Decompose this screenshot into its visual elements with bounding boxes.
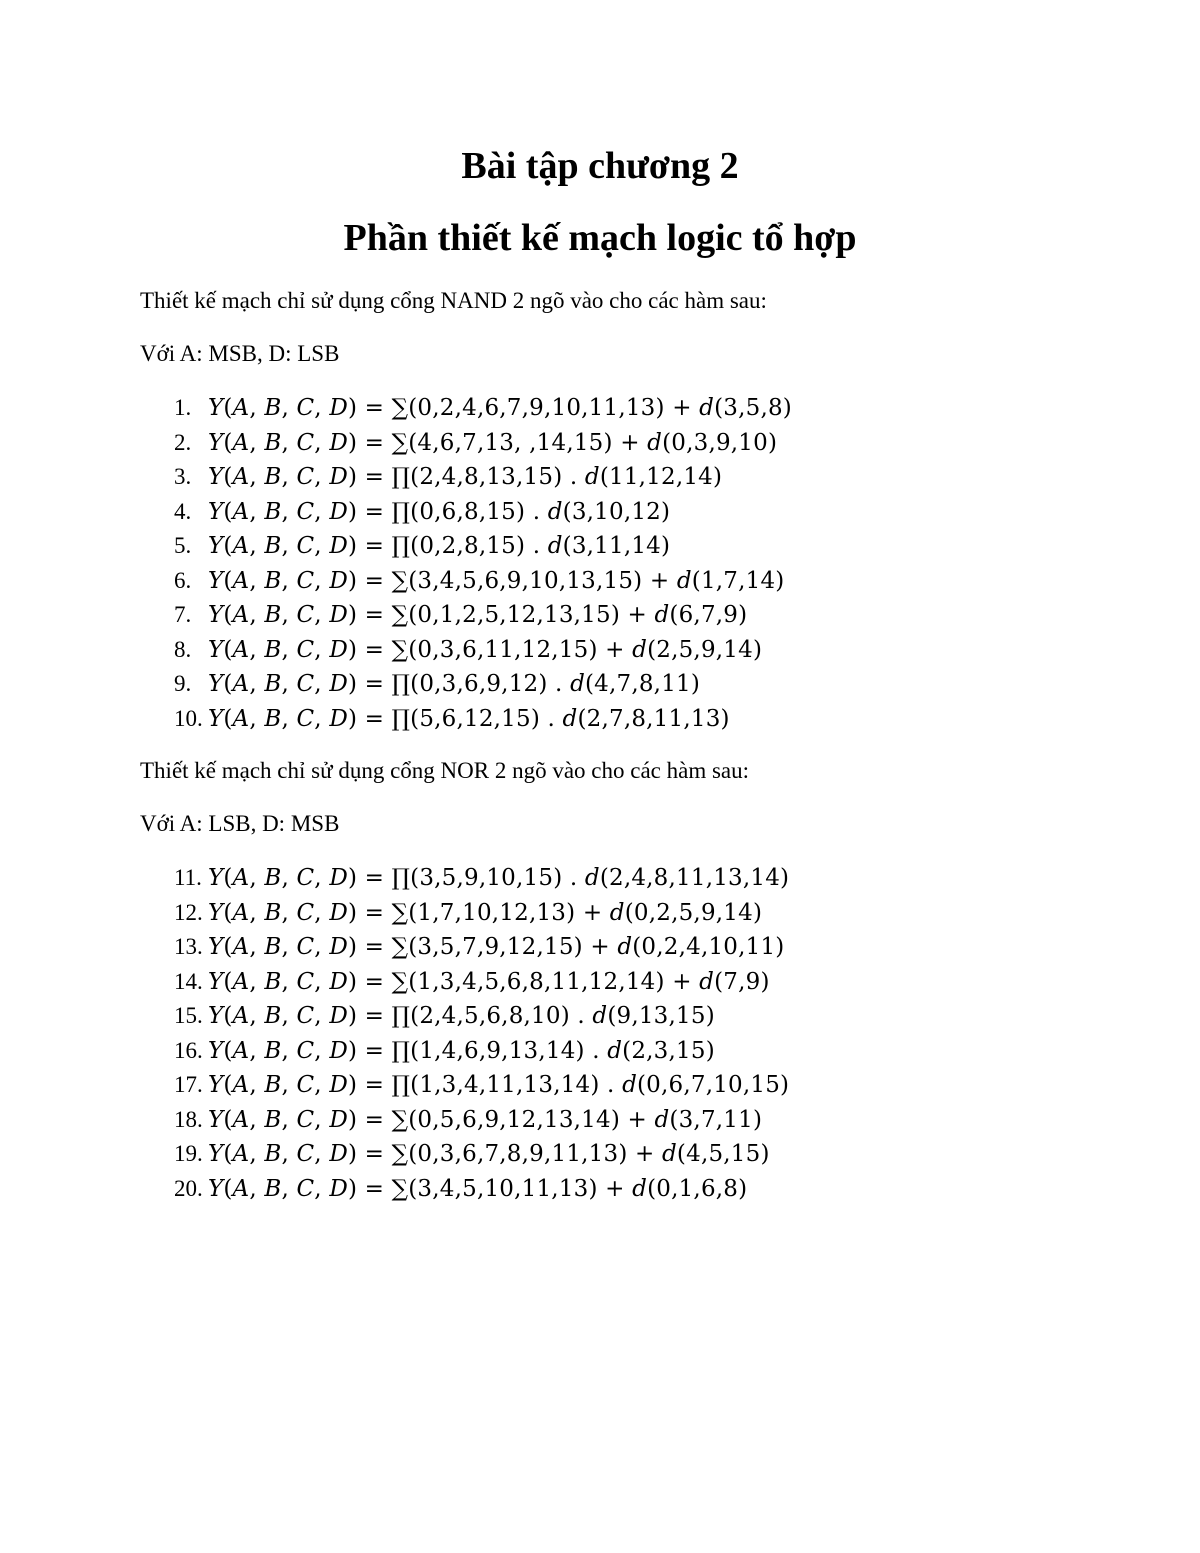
exercise-item [174, 1172, 789, 1207]
exercise-number: 16. [174, 1037, 203, 1063]
exercise-number: 12. [174, 899, 203, 925]
exercise-number: 6. [174, 567, 192, 593]
exercise-equation: 𝑌(𝐴, 𝐵, 𝐶, 𝐷) = ∑(0,5,6,9,12,13,14) + 𝑑(3,7,11) [208, 1106, 763, 1133]
exercise-equation: 𝑌(𝐴, 𝐵, 𝐶, 𝐷) = ∑(0,2,4,6,7,9,10,11,13) + 𝑑(3,5,8) [208, 395, 792, 421]
exercise-item [174, 529, 792, 564]
exercise-equation: 𝑌(𝐴, 𝐵, 𝐶, 𝐷) = ∏(1,3,4,11,13,14) . 𝑑(0,6,7,10,15) [208, 1072, 790, 1098]
nor-condition: Với A: LSB, D: MSB [140, 811, 340, 836]
exercise-number: 13. [174, 934, 203, 959]
nor-instruction: Thiết kế mạch chỉ sử dụng cổng NOR 2 ngõ vào cho các hàm sau: [140, 758, 750, 783]
exercise-equation: 𝑌(𝐴, 𝐵, 𝐶, 𝐷) = ∏(2,4,5,6,8,10) . 𝑑(9,13,15) [208, 1003, 715, 1029]
exercise-item [174, 495, 792, 530]
exercise-equation: 𝑌(𝐴, 𝐵, 𝐶, 𝐷) = ∑(1,7,10,12,13) + 𝑑(0,2,5,9,14) [208, 899, 763, 926]
exercise-number: 19. [174, 1141, 203, 1166]
exercise-item [174, 667, 792, 702]
exercise-item [174, 1103, 789, 1138]
exercise-equation: 𝑌(𝐴, 𝐵, 𝐶, 𝐷) = ∑(3,5,7,9,12,15) + 𝑑(0,2,4,10,11) [208, 934, 785, 960]
exercise-item [174, 965, 789, 1000]
exercise-number: 14. [174, 968, 203, 994]
exercise-number: 7. [174, 602, 192, 627]
exercise-equation: 𝑌(𝐴, 𝐵, 𝐶, 𝐷) = ∏(0,6,8,15) . 𝑑(3,10,12) [208, 498, 671, 525]
exercise-item [174, 896, 789, 931]
exercise-item [174, 391, 792, 426]
exercise-number: 20. [174, 1175, 203, 1201]
exercise-number: 17. [174, 1072, 203, 1097]
exercise-item [174, 1068, 789, 1103]
exercise-number: 9. [174, 671, 192, 696]
exercise-number: 10. [174, 705, 203, 731]
exercise-number: 5. [174, 533, 192, 558]
exercise-item [174, 1034, 789, 1069]
exercise-item [174, 702, 792, 737]
exercise-number: 15. [174, 1003, 203, 1028]
nand-exercise-list [174, 391, 792, 736]
exercise-equation: 𝑌(𝐴, 𝐵, 𝐶, 𝐷) = ∏(0,3,6,9,12) . 𝑑(4,7,8,11) [208, 671, 701, 697]
exercise-equation: 𝑌(𝐴, 𝐵, 𝐶, 𝐷) = ∑(3,4,5,6,9,10,13,15) + 𝑑(1,7,14) [208, 567, 785, 594]
page-subtitle: Phần thiết kế mạch logic tổ hợp [343, 217, 857, 259]
exercise-item [174, 861, 789, 896]
exercise-number: 18. [174, 1106, 203, 1132]
exercise-item [174, 426, 792, 461]
nand-condition: Với A: MSB, D: LSB [140, 341, 340, 366]
exercise-number: 8. [174, 636, 192, 662]
exercise-item [174, 1137, 789, 1172]
exercise-item [174, 564, 792, 599]
exercise-item [174, 633, 792, 668]
exercise-equation: 𝑌(𝐴, 𝐵, 𝐶, 𝐷) = ∑(0,3,6,7,8,9,11,13) + 𝑑(4,5,15) [208, 1141, 770, 1167]
exercise-item [174, 930, 789, 965]
exercise-equation: 𝑌(𝐴, 𝐵, 𝐶, 𝐷) = ∏(2,4,8,13,15) . 𝑑(11,12,14) [208, 464, 723, 490]
exercise-equation: 𝑌(𝐴, 𝐵, 𝐶, 𝐷) = ∑(3,4,5,10,11,13) + 𝑑(0,1,6,8) [208, 1175, 748, 1202]
exercise-equation: 𝑌(𝐴, 𝐵, 𝐶, 𝐷) = ∑(1,3,4,5,6,8,11,12,14) + 𝑑(7,9) [208, 968, 770, 995]
exercise-number: 2. [174, 429, 192, 455]
exercise-item [174, 460, 792, 495]
exercise-equation: 𝑌(𝐴, 𝐵, 𝐶, 𝐷) = ∑(4,6,7,13, ,14,15) + 𝑑(0,3,9,10) [208, 429, 778, 456]
exercise-number: 4. [174, 498, 192, 524]
exercise-number: 1. [174, 395, 192, 420]
page-title: Bài tập chương 2 [461, 145, 739, 187]
exercise-number: 11. [174, 865, 202, 890]
exercise-item [174, 999, 789, 1034]
exercise-equation: 𝑌(𝐴, 𝐵, 𝐶, 𝐷) = ∏(3,5,9,10,15) . 𝑑(2,4,8,11,13,14) [208, 865, 790, 891]
nand-instruction: Thiết kế mạch chỉ sử dụng cổng NAND 2 ngõ vào cho các hàm sau: [140, 288, 767, 313]
exercise-equation: 𝑌(𝐴, 𝐵, 𝐶, 𝐷) = ∑(0,3,6,11,12,15) + 𝑑(2,5,9,14) [208, 636, 763, 663]
nor-exercise-list [174, 861, 789, 1206]
exercise-equation: 𝑌(𝐴, 𝐵, 𝐶, 𝐷) = ∏(5,6,12,15) . 𝑑(2,7,8,11,13) [208, 705, 730, 732]
exercise-equation: 𝑌(𝐴, 𝐵, 𝐶, 𝐷) = ∏(0,2,8,15) . 𝑑(3,11,14) [208, 533, 671, 559]
exercise-item [174, 598, 792, 633]
exercise-number: 3. [174, 464, 192, 489]
exercise-equation: 𝑌(𝐴, 𝐵, 𝐶, 𝐷) = ∏(1,4,6,9,13,14) . 𝑑(2,3,15) [208, 1037, 715, 1064]
exercise-equation: 𝑌(𝐴, 𝐵, 𝐶, 𝐷) = ∑(0,1,2,5,12,13,15) + 𝑑(6,7,9) [208, 602, 748, 628]
